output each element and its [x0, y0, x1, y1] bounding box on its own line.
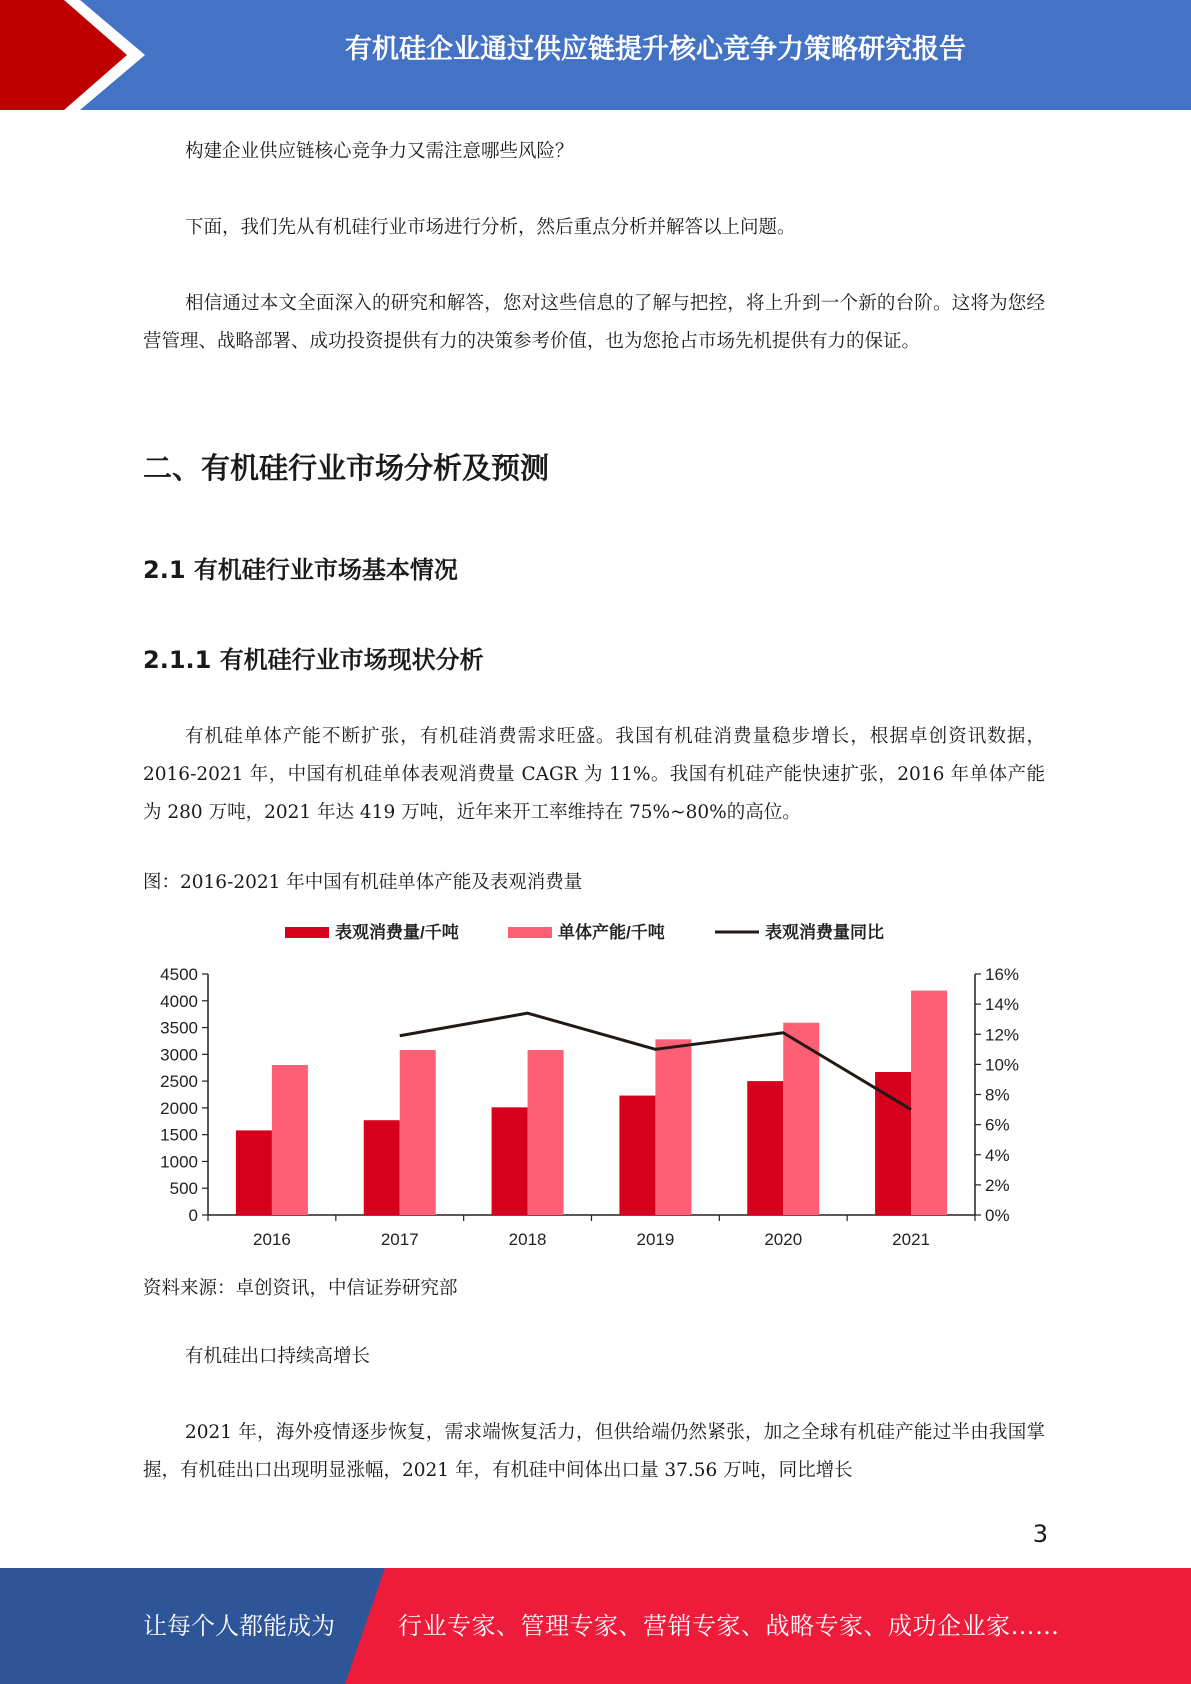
bar-consumption-2017: [364, 1120, 400, 1215]
right-tick-label: 12%: [985, 1025, 1020, 1045]
subsubsection-heading: 2.1.1 有机硅行业市场现状分析: [143, 646, 484, 674]
page-footer: [0, 1568, 1191, 1684]
legend-label-2: 单体产能/千吨: [558, 923, 665, 942]
paragraph-market-status: 有机硅单体产能不断扩张，有机硅消费需求旺盛。我国有机硅消费量稳步增长，根据卓创资讯数据，2016-2021 年，中国有机硅单体表观消费量 CAGR 为 11%。我国有机硅产能快速扩张，2016 年单体产能为 280 万吨，2021 年达 419 万吨，近年来开工率维持在 75%~80%的高位。: [143, 726, 1045, 823]
right-tick-label: 0%: [985, 1206, 1010, 1225]
x-tick-label: 2018: [508, 1230, 547, 1249]
right-tick-label: 8%: [985, 1085, 1010, 1105]
paragraph-risk-question: 构建企业供应链核心竞争力又需注意哪些风险？: [185, 141, 574, 162]
bar-capacity-2019: [655, 1039, 691, 1215]
left-tick-label: 4000: [160, 991, 198, 1011]
x-tick-label: 2020: [764, 1230, 803, 1249]
x-tick-label: 2021: [892, 1230, 930, 1249]
left-tick-label: 2500: [160, 1072, 198, 1092]
left-tick-label: 1500: [160, 1125, 198, 1145]
left-tick-label: 500: [169, 1179, 198, 1199]
paragraph-export: 2021 年，海外疫情逐步恢复，需求端恢复活力，但供给端仍然紧张，加之全球有机硅产能过半由我国掌握，有机硅出口出现明显涨幅，2021 年，有机硅中间体出口量 37.56 万吨，同比增长: [143, 1422, 1045, 1481]
bar-capacity-2017: [400, 1050, 436, 1215]
left-tick-label: 3500: [160, 1018, 198, 1038]
line-yoy-growth: [400, 1013, 911, 1109]
footer-slogan-left: 让每个人都能成为: [143, 1612, 335, 1640]
right-tick-label: 2%: [985, 1175, 1010, 1195]
bar-capacity-2018: [528, 1050, 564, 1215]
footer-slogan-right: 行业专家、管理专家、营销专家、战略专家、成功企业家……: [398, 1612, 1060, 1640]
left-tick-label: 1000: [160, 1152, 198, 1172]
bar-consumption-2018: [492, 1107, 528, 1215]
capacity-consumption-chart: [130, 900, 1050, 1250]
left-tick-label: 3000: [160, 1045, 198, 1065]
left-tick-label: 4500: [160, 965, 198, 984]
left-tick-label: 0: [188, 1206, 198, 1225]
right-tick-label: 6%: [985, 1115, 1010, 1135]
legend-swatch-1: [285, 927, 329, 938]
right-tick-label: 14%: [985, 995, 1020, 1015]
x-tick-label: 2017: [380, 1230, 419, 1249]
paragraph-intro: 下面，我们先从有机硅行业市场进行分析，然后重点分析并解答以上问题。: [185, 217, 796, 238]
bar-consumption-2020: [747, 1081, 783, 1215]
report-title: 有机硅企业通过供应链提升核心竞争力策略研究报告: [345, 34, 966, 65]
legend-label-1: 表观消费量/千吨: [335, 923, 459, 942]
subsection-heading: 2.1 有机硅行业市场基本情况: [143, 556, 458, 584]
right-tick-label: 16%: [985, 965, 1020, 984]
page-header: [0, 0, 1191, 110]
legend-swatch-2: [508, 927, 552, 938]
bar-capacity-2016: [272, 1065, 308, 1215]
x-tick-label: 2016: [253, 1230, 291, 1249]
right-tick-label: 4%: [985, 1145, 1010, 1165]
bar-consumption-2016: [236, 1130, 272, 1215]
left-tick-label: 2000: [160, 1098, 198, 1118]
paragraph-export-heading: 有机硅出口持续高增长: [185, 1346, 371, 1367]
right-tick-label: 10%: [985, 1055, 1020, 1075]
bar-capacity-2021: [911, 991, 947, 1215]
page-number: 3: [1032, 1520, 1048, 1548]
bar-consumption-2021: [875, 1072, 911, 1215]
figure-caption: 图：2016-2021 年中国有机硅单体产能及表观消费量: [143, 872, 583, 893]
legend-label-3: 表观消费量同比: [765, 923, 884, 942]
bar-consumption-2019: [619, 1096, 655, 1215]
x-tick-label: 2019: [636, 1230, 675, 1249]
section-heading: 二、有机硅行业市场分析及预测: [143, 451, 550, 485]
figure-source: 资料来源：卓创资讯，中信证券研究部: [143, 1278, 458, 1299]
paragraph-value: 相信通过本文全面深入的研究和解答，您对这些信息的了解与把控，将上升到一个新的台阶。这将为您经营管理、战略部署、成功投资提供有力的决策参考价值，也为您抢占市场先机提供有力的保证。: [143, 293, 1045, 352]
